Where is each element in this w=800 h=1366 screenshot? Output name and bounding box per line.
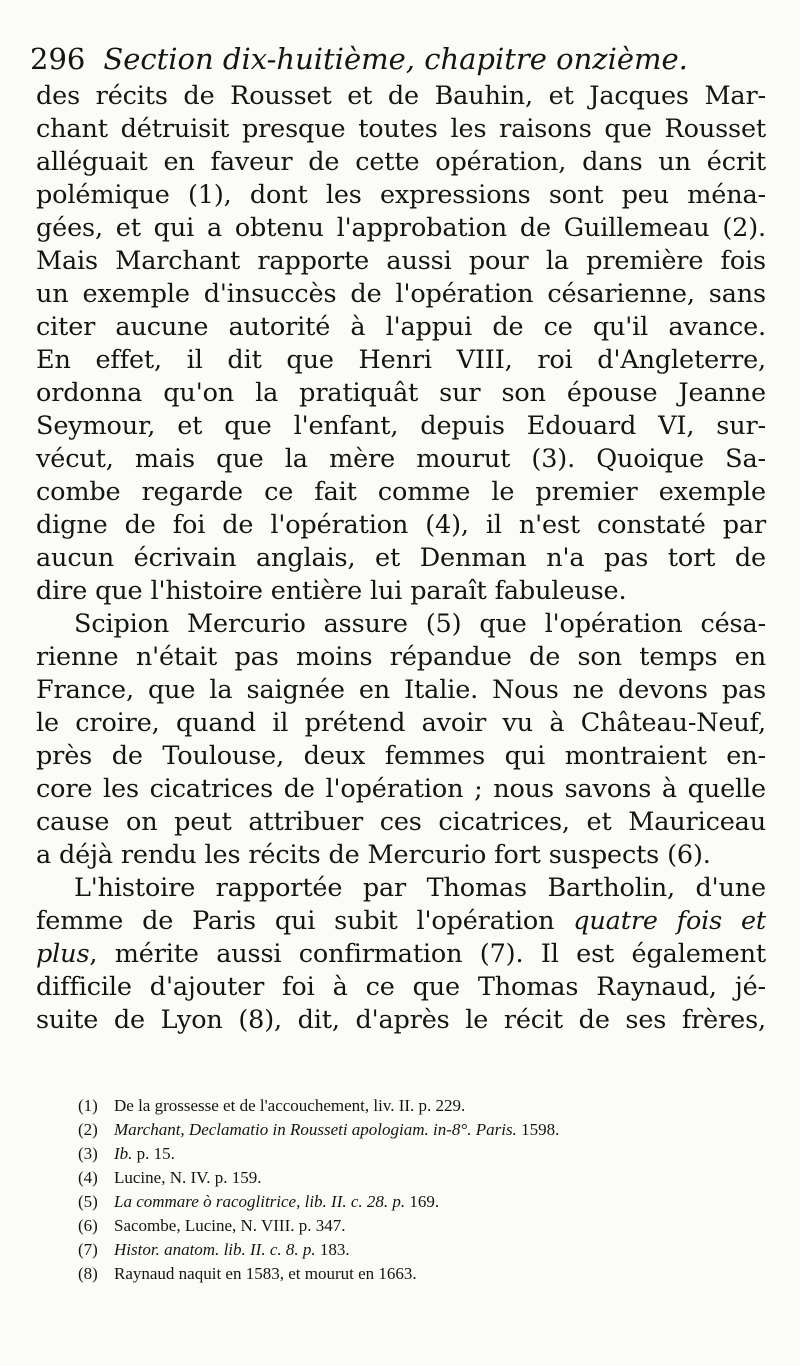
text-line: près de Toulouse, deux femmes qui montraient en- — [36, 741, 766, 771]
text-line: cause on peut attribuer ces cicatrices, et Mauriceau — [36, 807, 766, 837]
footnote — [78, 1214, 768, 1238]
footnote-text: 183. — [315, 1240, 350, 1259]
text-line: rienne n'était pas moins répandue de son temps en — [36, 642, 766, 672]
text-line: core les cicatrices de l'opération ; nous savons à quelle — [36, 774, 766, 804]
running-head — [30, 38, 770, 80]
text-line: France, que la saignée en Italie. Nous ne devons pas — [36, 675, 766, 705]
footnote-number: (4) — [78, 1168, 98, 1187]
footnote-italic: Marchant, Declamatio in Rousseti apologiam. in-8°. Paris. — [114, 1120, 517, 1139]
text-line: alléguait en faveur de cette opération, dans un écrit — [36, 147, 766, 177]
footnote-text: Sacombe, Lucine, N. VIII. p. 347. — [114, 1216, 346, 1235]
footnote-italic: La commare ò racoglitrice, lib. II. c. 28. p. — [114, 1192, 406, 1211]
text-fragment: femme de Paris qui subit l'opération — [36, 906, 574, 936]
footnote — [78, 1262, 768, 1286]
italic-fragment: plus — [36, 939, 90, 969]
footnote — [78, 1190, 768, 1214]
text-line: des récits de Rousset et de Bauhin, et Jacques Mar- — [36, 81, 766, 111]
text-line: citer aucune autorité à l'appui de ce qu'il avance. — [36, 312, 766, 342]
footnote-text: p. 15. — [132, 1144, 175, 1163]
footnote-number: (6) — [78, 1216, 98, 1235]
footnote-number: (8) — [78, 1264, 98, 1283]
text-line: difficile d'ajouter foi à ce que Thomas Raynaud, jé- — [36, 972, 766, 1002]
text-line: combe regarde ce fait comme le premier exemple — [36, 477, 766, 507]
footnotes — [78, 1094, 768, 1286]
text-line: gées, et qui a obtenu l'approbation de Guillemeau (2). — [36, 213, 766, 243]
footnote — [78, 1238, 768, 1262]
text-line: un exemple d'insuccès de l'opération césarienne, sans — [36, 279, 766, 309]
footnote-text: Raynaud naquit en 1583, et mourut en 1663. — [114, 1264, 417, 1283]
body-text — [36, 80, 766, 1037]
footnote-text: 169. — [405, 1192, 440, 1211]
text-line: Seymour, et que l'enfant, depuis Edouard VI, sur- — [36, 411, 766, 441]
footnote-text: De la grossesse et de l'accouchement, liv. II. p. 229. — [114, 1096, 466, 1115]
footnote-number: (1) — [78, 1096, 98, 1115]
text-line: Mais Marchant rapporte aussi pour la première fois — [36, 246, 766, 276]
footnote-number: (2) — [78, 1120, 98, 1139]
footnote-number: (5) — [78, 1192, 98, 1211]
text-line: le croire, quand il prétend avoir vu à Château-Neuf, — [36, 708, 766, 738]
footnote — [78, 1118, 768, 1142]
text-line — [36, 938, 766, 971]
text-fragment: , mérite aussi confirmation (7). Il est également — [89, 939, 766, 969]
page-number: 296 — [30, 42, 86, 76]
footnote-italic: Histor. anatom. lib. II. c. 8. p. — [114, 1240, 316, 1259]
text-line — [36, 905, 766, 938]
footnote — [78, 1094, 768, 1118]
text-line: vécut, mais que la mère mourut (3). Quoique Sa- — [36, 444, 766, 474]
text-line: digne de foi de l'opération (4), il n'est constaté par — [36, 510, 766, 540]
text-line: dire que l'histoire entière lui paraît fabuleuse. — [36, 576, 627, 606]
text-line: L'histoire rapportée par Thomas Bartholin, d'une — [74, 873, 766, 903]
text-line: En effet, il dit que Henri VIII, roi d'Angleterre, — [36, 345, 766, 375]
text-line: a déjà rendu les récits de Mercurio fort suspects (6). — [36, 840, 711, 870]
footnote-italic: Ib. — [114, 1144, 133, 1163]
footnote-number: (7) — [78, 1240, 98, 1259]
footnote — [78, 1166, 768, 1190]
footnote — [78, 1142, 768, 1166]
text-line: aucun écrivain anglais, et Denman n'a pas tort de — [36, 543, 766, 573]
text-line: Scipion Mercurio assure (5) que l'opération césa- — [74, 609, 766, 639]
text-line: polémique (1), dont les expressions sont peu ména- — [36, 180, 766, 210]
footnote-text: Lucine, N. IV. p. 159. — [114, 1168, 262, 1187]
text-line: suite de Lyon (8), dit, d'après le récit de ses frères, — [36, 1005, 766, 1035]
footnote-text: 1598. — [516, 1120, 560, 1139]
text-line: chant détruisit presque toutes les raisons que Rousset — [36, 114, 766, 144]
text-line: ordonna qu'on la pratiquât sur son épouse Jeanne — [36, 378, 766, 408]
italic-fragment: quatre fois et — [573, 906, 766, 936]
footnote-number: (3) — [78, 1144, 98, 1163]
running-title: Section dix-huitième, chapitre onzième. — [103, 42, 688, 76]
